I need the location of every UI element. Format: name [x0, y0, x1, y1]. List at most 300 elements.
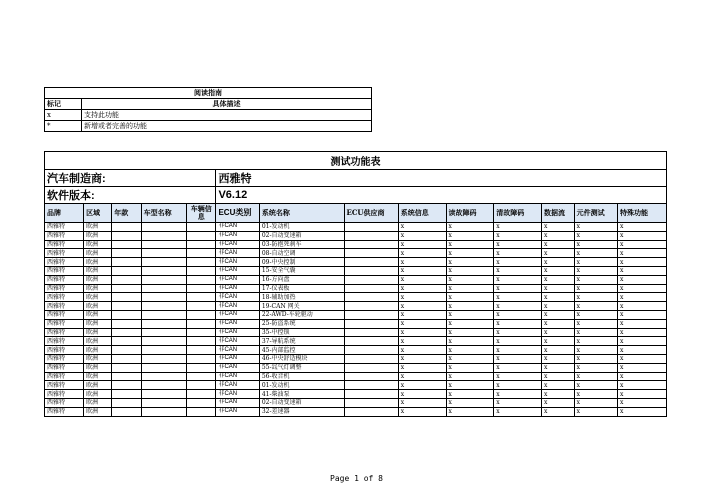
- version-label: 软件版本:: [45, 187, 216, 204]
- system-info-mark: x: [398, 266, 446, 275]
- region-cell: 欧洲: [84, 354, 112, 363]
- system-name-cell: 15-安全气囊: [259, 266, 344, 275]
- clear-codes-mark: x: [494, 337, 542, 346]
- system-name-cell: 16-方向盘: [259, 275, 344, 284]
- ecu-type-cell: 非CAN: [216, 328, 259, 337]
- clear-codes-mark: x: [494, 310, 542, 319]
- col-header-clear-codes: 清故障码: [494, 204, 542, 223]
- col-header-ecu-type: ECU类别: [216, 204, 259, 223]
- system-info-mark: x: [398, 381, 446, 390]
- read-codes-mark: x: [446, 284, 494, 293]
- region-cell: 欧洲: [84, 372, 112, 381]
- system-info-mark: x: [398, 328, 446, 337]
- special-function-mark: x: [617, 328, 666, 337]
- ecu-supplier-cell: [344, 398, 398, 407]
- brand-cell: 西雅特: [45, 275, 84, 284]
- clear-codes-mark: x: [494, 284, 542, 293]
- component-test-mark: x: [574, 266, 617, 275]
- component-test-mark: x: [574, 398, 617, 407]
- special-function-mark: x: [617, 275, 666, 284]
- special-function-mark: x: [617, 319, 666, 328]
- model-cell: [141, 240, 187, 249]
- brand-cell: 西雅特: [45, 293, 84, 302]
- col-header-system-name: 系统名称: [259, 204, 344, 223]
- version-value: V6.12: [216, 187, 667, 204]
- vehicle-info-cell: [187, 337, 216, 346]
- system-name-cell: 46-中央舒适模块: [259, 354, 344, 363]
- system-name-cell: 56-收音机: [259, 372, 344, 381]
- model-cell: [141, 319, 187, 328]
- special-function-mark: x: [617, 407, 666, 416]
- special-function-mark: x: [617, 390, 666, 399]
- model-cell: [141, 310, 187, 319]
- region-cell: 欧洲: [84, 346, 112, 355]
- ecu-supplier-cell: [344, 372, 398, 381]
- model-cell: [141, 398, 187, 407]
- special-function-mark: x: [617, 372, 666, 381]
- model-cell: [141, 275, 187, 284]
- year-cell: [112, 240, 141, 249]
- system-name-cell: 32-差速器: [259, 407, 344, 416]
- data-stream-mark: x: [542, 223, 575, 232]
- ecu-type-cell: 非CAN: [216, 381, 259, 390]
- brand-cell: 西雅特: [45, 231, 84, 240]
- read-codes-mark: x: [446, 319, 494, 328]
- system-info-mark: x: [398, 284, 446, 293]
- table-row: [45, 372, 667, 381]
- ecu-type-cell: 非CAN: [216, 284, 259, 293]
- brand-cell: 西雅特: [45, 398, 84, 407]
- system-name-cell: 01-发动机: [259, 381, 344, 390]
- data-stream-mark: x: [542, 407, 575, 416]
- data-stream-mark: x: [542, 310, 575, 319]
- data-stream-mark: x: [542, 240, 575, 249]
- year-cell: [112, 223, 141, 232]
- component-test-mark: x: [574, 293, 617, 302]
- col-header-read-codes: 读故障码: [446, 204, 494, 223]
- guide-desc: 支持此功能: [82, 110, 372, 121]
- ecu-type-cell: 非CAN: [216, 390, 259, 399]
- read-codes-mark: x: [446, 275, 494, 284]
- component-test-mark: x: [574, 354, 617, 363]
- clear-codes-mark: x: [494, 346, 542, 355]
- ecu-type-cell: 非CAN: [216, 223, 259, 232]
- page-footer: Page 1 of 8: [330, 474, 383, 483]
- vehicle-info-cell: [187, 319, 216, 328]
- ecu-type-cell: 非CAN: [216, 275, 259, 284]
- clear-codes-mark: x: [494, 240, 542, 249]
- col-header-data-stream: 数据流: [542, 204, 575, 223]
- data-stream-mark: x: [542, 328, 575, 337]
- table-row: [45, 231, 667, 240]
- year-cell: [112, 293, 141, 302]
- ecu-type-cell: 非CAN: [216, 249, 259, 258]
- column-header-row: [45, 204, 667, 223]
- table-row: [45, 249, 667, 258]
- special-function-mark: x: [617, 337, 666, 346]
- region-cell: 欧洲: [84, 249, 112, 258]
- ecu-supplier-cell: [344, 240, 398, 249]
- ecu-supplier-cell: [344, 407, 398, 416]
- special-function-mark: x: [617, 284, 666, 293]
- ecu-type-cell: 非CAN: [216, 407, 259, 416]
- table-row: [45, 319, 667, 328]
- ecu-supplier-cell: [344, 354, 398, 363]
- read-codes-mark: x: [446, 258, 494, 267]
- special-function-mark: x: [617, 231, 666, 240]
- clear-codes-mark: x: [494, 223, 542, 232]
- year-cell: [112, 284, 141, 293]
- model-cell: [141, 266, 187, 275]
- ecu-type-cell: 非CAN: [216, 398, 259, 407]
- system-info-mark: x: [398, 398, 446, 407]
- table-row: [45, 275, 667, 284]
- clear-codes-mark: x: [494, 372, 542, 381]
- component-test-mark: x: [574, 249, 617, 258]
- reading-guide-table: [44, 87, 372, 132]
- region-cell: 欧洲: [84, 381, 112, 390]
- vehicle-info-cell: [187, 258, 216, 267]
- special-function-mark: x: [617, 398, 666, 407]
- table-row: [45, 266, 667, 275]
- read-codes-mark: x: [446, 328, 494, 337]
- model-cell: [141, 293, 187, 302]
- data-stream-mark: x: [542, 398, 575, 407]
- ecu-supplier-cell: [344, 319, 398, 328]
- system-info-mark: x: [398, 223, 446, 232]
- region-cell: 欧洲: [84, 337, 112, 346]
- year-cell: [112, 266, 141, 275]
- region-cell: 欧洲: [84, 363, 112, 372]
- read-codes-mark: x: [446, 346, 494, 355]
- table-row: [45, 381, 667, 390]
- col-header-model: 车型名称: [141, 204, 187, 223]
- clear-codes-mark: x: [494, 266, 542, 275]
- brand-cell: 西雅特: [45, 249, 84, 258]
- year-cell: [112, 407, 141, 416]
- vehicle-info-cell: [187, 407, 216, 416]
- guide-mark: *: [45, 121, 82, 132]
- component-test-mark: x: [574, 223, 617, 232]
- model-cell: [141, 346, 187, 355]
- data-stream-mark: x: [542, 390, 575, 399]
- ecu-type-cell: 非CAN: [216, 319, 259, 328]
- ecu-supplier-cell: [344, 284, 398, 293]
- ecu-type-cell: 非CAN: [216, 354, 259, 363]
- vehicle-info-cell: [187, 363, 216, 372]
- read-codes-mark: x: [446, 240, 494, 249]
- model-cell: [141, 372, 187, 381]
- component-test-mark: x: [574, 302, 617, 311]
- table-row: [45, 390, 667, 399]
- year-cell: [112, 319, 141, 328]
- vehicle-info-cell: [187, 328, 216, 337]
- table-row: [45, 240, 667, 249]
- table-row: [45, 363, 667, 372]
- ecu-type-cell: 非CAN: [216, 231, 259, 240]
- component-test-mark: x: [574, 231, 617, 240]
- model-cell: [141, 302, 187, 311]
- model-cell: [141, 223, 187, 232]
- data-stream-mark: x: [542, 346, 575, 355]
- brand-cell: 西雅特: [45, 363, 84, 372]
- region-cell: 欧洲: [84, 407, 112, 416]
- data-stream-mark: x: [542, 231, 575, 240]
- data-stream-mark: x: [542, 354, 575, 363]
- vehicle-info-cell: [187, 381, 216, 390]
- vehicle-info-cell: [187, 284, 216, 293]
- data-stream-mark: x: [542, 266, 575, 275]
- special-function-mark: x: [617, 346, 666, 355]
- system-name-cell: 37-导航系统: [259, 337, 344, 346]
- brand-cell: 西雅特: [45, 284, 84, 293]
- read-codes-mark: x: [446, 372, 494, 381]
- system-info-mark: x: [398, 310, 446, 319]
- guide-title-row: [45, 88, 372, 99]
- clear-codes-mark: x: [494, 293, 542, 302]
- ecu-supplier-cell: [344, 390, 398, 399]
- system-name-cell: 22-AWD-车轮驱动: [259, 310, 344, 319]
- clear-codes-mark: x: [494, 231, 542, 240]
- region-cell: 欧洲: [84, 293, 112, 302]
- read-codes-mark: x: [446, 337, 494, 346]
- ecu-type-cell: 非CAN: [216, 258, 259, 267]
- system-info-mark: x: [398, 302, 446, 311]
- brand-cell: 西雅特: [45, 310, 84, 319]
- table-row: [45, 328, 667, 337]
- brand-cell: 西雅特: [45, 346, 84, 355]
- year-cell: [112, 258, 141, 267]
- special-function-mark: x: [617, 258, 666, 267]
- table-row: [45, 310, 667, 319]
- system-info-mark: x: [398, 390, 446, 399]
- vehicle-info-cell: [187, 346, 216, 355]
- guide-header-row: [45, 99, 372, 110]
- ecu-type-cell: 非CAN: [216, 372, 259, 381]
- system-name-cell: 18-辅助加热: [259, 293, 344, 302]
- ecu-supplier-cell: [344, 310, 398, 319]
- clear-codes-mark: x: [494, 275, 542, 284]
- clear-codes-mark: x: [494, 390, 542, 399]
- region-cell: 欧洲: [84, 398, 112, 407]
- clear-codes-mark: x: [494, 319, 542, 328]
- region-cell: 欧洲: [84, 266, 112, 275]
- model-cell: [141, 231, 187, 240]
- system-name-cell: 19-CAN 网关: [259, 302, 344, 311]
- vehicle-info-cell: [187, 249, 216, 258]
- system-info-mark: x: [398, 258, 446, 267]
- read-codes-mark: x: [446, 249, 494, 258]
- special-function-mark: x: [617, 363, 666, 372]
- ecu-supplier-cell: [344, 258, 398, 267]
- region-cell: 欧洲: [84, 231, 112, 240]
- data-stream-mark: x: [542, 381, 575, 390]
- year-cell: [112, 337, 141, 346]
- clear-codes-mark: x: [494, 407, 542, 416]
- brand-cell: 西雅特: [45, 319, 84, 328]
- special-function-mark: x: [617, 381, 666, 390]
- vehicle-info-cell: [187, 293, 216, 302]
- data-stream-mark: x: [542, 284, 575, 293]
- brand-cell: 西雅特: [45, 240, 84, 249]
- system-name-cell: 45-内部监控: [259, 346, 344, 355]
- ecu-type-cell: 非CAN: [216, 240, 259, 249]
- clear-codes-mark: x: [494, 302, 542, 311]
- special-function-mark: x: [617, 249, 666, 258]
- system-info-mark: x: [398, 231, 446, 240]
- ecu-supplier-cell: [344, 275, 398, 284]
- ecu-type-cell: 非CAN: [216, 346, 259, 355]
- data-stream-mark: x: [542, 319, 575, 328]
- table-row: [45, 284, 667, 293]
- year-cell: [112, 390, 141, 399]
- data-stream-mark: x: [542, 258, 575, 267]
- year-cell: [112, 372, 141, 381]
- read-codes-mark: x: [446, 363, 494, 372]
- component-test-mark: x: [574, 381, 617, 390]
- vehicle-info-cell: [187, 398, 216, 407]
- component-test-mark: x: [574, 328, 617, 337]
- read-codes-mark: x: [446, 407, 494, 416]
- data-stream-mark: x: [542, 363, 575, 372]
- year-cell: [112, 302, 141, 311]
- region-cell: 欧洲: [84, 310, 112, 319]
- year-cell: [112, 381, 141, 390]
- col-header-ecu-supplier: ECU供应商: [344, 204, 398, 223]
- region-cell: 欧洲: [84, 258, 112, 267]
- vehicle-info-cell: [187, 275, 216, 284]
- region-cell: 欧洲: [84, 275, 112, 284]
- component-test-mark: x: [574, 363, 617, 372]
- system-info-mark: x: [398, 354, 446, 363]
- data-stream-mark: x: [542, 293, 575, 302]
- model-cell: [141, 363, 187, 372]
- read-codes-mark: x: [446, 381, 494, 390]
- data-stream-mark: x: [542, 275, 575, 284]
- ecu-supplier-cell: [344, 266, 398, 275]
- col-header-system-info: 系统信息: [398, 204, 446, 223]
- table-row: [45, 346, 667, 355]
- component-test-mark: x: [574, 346, 617, 355]
- model-cell: [141, 328, 187, 337]
- component-test-mark: x: [574, 407, 617, 416]
- system-info-mark: x: [398, 319, 446, 328]
- year-cell: [112, 398, 141, 407]
- guide-mark: x: [45, 110, 82, 121]
- clear-codes-mark: x: [494, 398, 542, 407]
- guide-desc: 新增或者完善的功能: [82, 121, 372, 132]
- manufacturer-value: 西雅特: [216, 170, 667, 187]
- special-function-mark: x: [617, 240, 666, 249]
- region-cell: 欧洲: [84, 328, 112, 337]
- vehicle-info-cell: [187, 231, 216, 240]
- system-name-cell: 35-中控锁: [259, 328, 344, 337]
- manufacturer-label: 汽车制造商:: [45, 170, 216, 187]
- vehicle-info-cell: [187, 302, 216, 311]
- ecu-supplier-cell: [344, 363, 398, 372]
- system-name-cell: 17-仪表板: [259, 284, 344, 293]
- table-title-row: [45, 152, 667, 170]
- read-codes-mark: x: [446, 390, 494, 399]
- ecu-type-cell: 非CAN: [216, 310, 259, 319]
- component-test-mark: x: [574, 372, 617, 381]
- model-cell: [141, 249, 187, 258]
- read-codes-mark: x: [446, 231, 494, 240]
- year-cell: [112, 328, 141, 337]
- vehicle-info-cell: [187, 354, 216, 363]
- system-name-cell: 03-防抱死刹车: [259, 240, 344, 249]
- ecu-supplier-cell: [344, 328, 398, 337]
- ecu-supplier-cell: [344, 293, 398, 302]
- system-name-cell: 02-自动变速箱: [259, 231, 344, 240]
- year-cell: [112, 354, 141, 363]
- system-info-mark: x: [398, 346, 446, 355]
- brand-cell: 西雅特: [45, 266, 84, 275]
- data-stream-mark: x: [542, 249, 575, 258]
- brand-cell: 西雅特: [45, 328, 84, 337]
- ecu-supplier-cell: [344, 231, 398, 240]
- col-header-brand: 品牌: [45, 204, 84, 223]
- component-test-mark: x: [574, 240, 617, 249]
- clear-codes-mark: x: [494, 328, 542, 337]
- ecu-supplier-cell: [344, 346, 398, 355]
- read-codes-mark: x: [446, 354, 494, 363]
- special-function-mark: x: [617, 354, 666, 363]
- read-codes-mark: x: [446, 310, 494, 319]
- year-cell: [112, 363, 141, 372]
- clear-codes-mark: x: [494, 249, 542, 258]
- vehicle-info-cell: [187, 372, 216, 381]
- read-codes-mark: x: [446, 223, 494, 232]
- model-cell: [141, 337, 187, 346]
- special-function-mark: x: [617, 293, 666, 302]
- system-info-mark: x: [398, 337, 446, 346]
- data-stream-mark: x: [542, 337, 575, 346]
- system-name-cell: 01-发动机: [259, 223, 344, 232]
- model-cell: [141, 381, 187, 390]
- ecu-type-cell: 非CAN: [216, 302, 259, 311]
- region-cell: 欧洲: [84, 240, 112, 249]
- manufacturer-row: [45, 170, 667, 187]
- ecu-supplier-cell: [344, 337, 398, 346]
- system-info-mark: x: [398, 293, 446, 302]
- test-function-table: [44, 151, 667, 417]
- system-info-mark: x: [398, 249, 446, 258]
- system-name-cell: 09-中央控制: [259, 258, 344, 267]
- year-cell: [112, 346, 141, 355]
- system-info-mark: x: [398, 240, 446, 249]
- brand-cell: 西雅特: [45, 223, 84, 232]
- system-name-cell: 02-自动变速箱: [259, 398, 344, 407]
- guide-row: [45, 110, 372, 121]
- read-codes-mark: x: [446, 266, 494, 275]
- table-row: [45, 354, 667, 363]
- table-row: [45, 293, 667, 302]
- brand-cell: 西雅特: [45, 258, 84, 267]
- ecu-type-cell: 非CAN: [216, 266, 259, 275]
- table-row: [45, 302, 667, 311]
- brand-cell: 西雅特: [45, 407, 84, 416]
- guide-title: 阅读指南: [45, 88, 372, 99]
- vehicle-info-cell: [187, 390, 216, 399]
- vehicle-info-cell: [187, 240, 216, 249]
- region-cell: 欧洲: [84, 302, 112, 311]
- model-cell: [141, 354, 187, 363]
- version-row: [45, 187, 667, 204]
- col-header-region: 区域: [84, 204, 112, 223]
- clear-codes-mark: x: [494, 354, 542, 363]
- table-row: [45, 337, 667, 346]
